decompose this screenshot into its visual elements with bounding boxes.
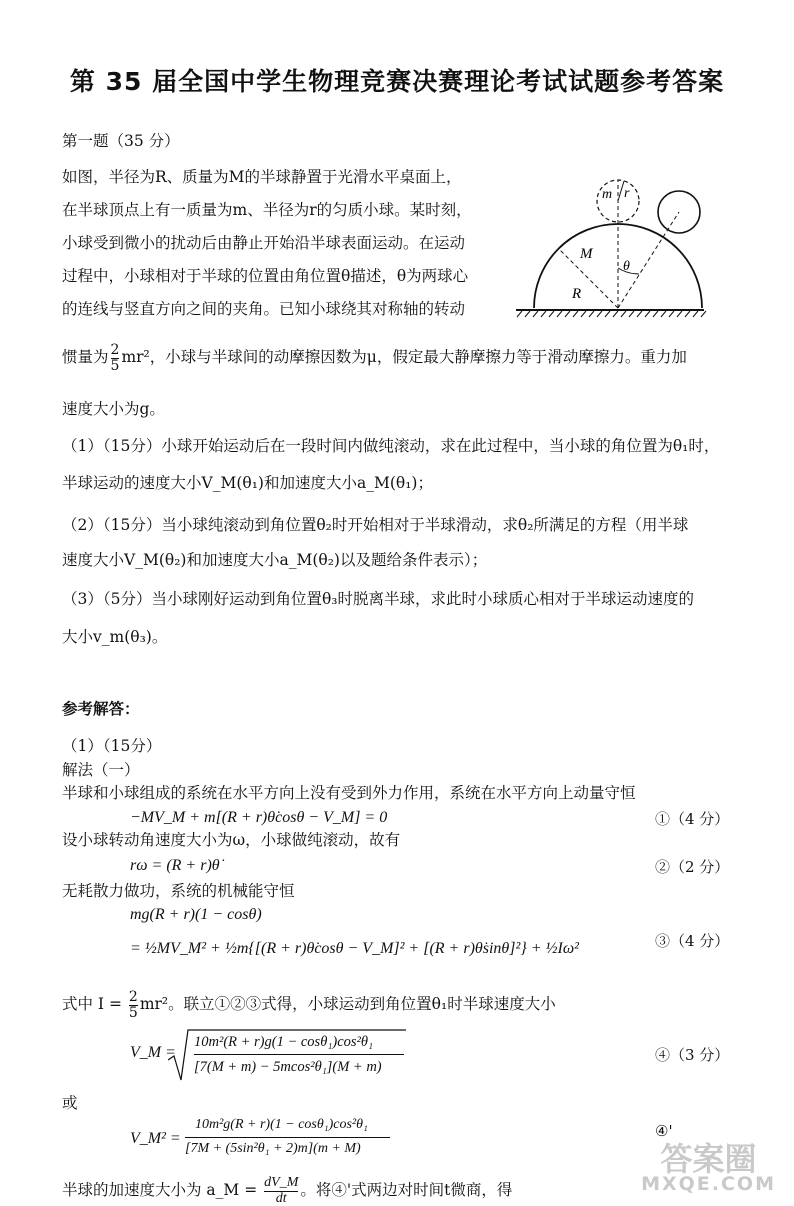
label-r: r [624, 186, 630, 201]
solution-text: 半球和小球组成的系统在水平方向上没有受到外力作用，系统在水平方向上动量守恒 [62, 784, 636, 802]
label-M: M [580, 246, 593, 262]
problem-text-line: 过程中，小球相对于半球的位置由角位置θ描述，θ为两球心 [62, 267, 469, 285]
equation-4-numerator: 10m²(R + r)g(1 − cosθ₁)cos²θ₁ [194, 1034, 374, 1050]
frac-den: 5 [128, 1004, 138, 1021]
solution-method: 解法（一） [62, 761, 140, 779]
page-title: 第 35 届全国中学生物理竞赛决赛理论考试试题参考答案 [69, 67, 725, 96]
score-2: ②（2 分） [655, 858, 730, 876]
equation-4-lhs: V_M = [130, 1044, 176, 1061]
score-1: ①（4 分） [655, 810, 730, 828]
equation-4p-lhs: V_M² = [130, 1130, 181, 1147]
solution-text: 设小球转动角速度大小为ω，小球做纯滚动，故有 [62, 831, 401, 849]
inertia-suffix: mr²，小球与半球间的动摩擦因数为μ，假定最大静摩擦力等于滑动摩擦力。重力加 [121, 348, 687, 367]
equation-1: −MV_M + m[(R + r)θ̇cosθ − V_M] = 0 [130, 809, 388, 826]
equation-2: rω = (R + r)θ̇ [130, 857, 220, 874]
gravity-line: 速度大小为g。 [62, 400, 165, 418]
acceleration-prefix: 半球的加速度大小为 a_M = [62, 1181, 263, 1200]
solution-part-1: （1）（15分） [62, 737, 162, 755]
frac-den: 5 [110, 357, 120, 374]
label-theta: θ [623, 259, 630, 274]
question-3-line: （3）（5分）当小球刚好运动到角位置θ₃时脱离半球，求此时小球质心相对于半球运动速度的 [62, 590, 695, 608]
frac-den: dt [264, 1191, 298, 1206]
watermark-logo [641, 1140, 776, 1195]
fraction-bar [194, 1054, 404, 1055]
derivative-fraction [264, 1176, 298, 1206]
question-3-line: 大小v_m(θ₃)。 [62, 628, 168, 646]
fraction-bar [185, 1137, 390, 1138]
score-3: ③（4 分） [655, 932, 730, 950]
watermark-line-2: MXQE.COM [641, 1173, 776, 1195]
inertia-def-prefix: 式中 I = [62, 995, 127, 1014]
inertia-def-suffix: mr²。联立①②③式得，小球运动到角位置θ₁时半球速度大小 [139, 995, 556, 1014]
question-2-line: （2）（15分）当小球纯滚动到角位置θ₂时开始相对于半球滑动，求θ₂所满足的方程（用半球 [62, 516, 689, 534]
equation-4p-denominator: [7M + (5sin²θ₁ + 2)m](m + M) [185, 1141, 361, 1156]
or-text: 或 [62, 1094, 78, 1112]
fraction-two-fifths [129, 990, 138, 1020]
equation-3a: mg(R + r)(1 − cosθ) [130, 906, 262, 923]
acceleration-suffix: 。将④'式两边对时间t微商，得 [300, 1181, 513, 1200]
solution-text: 无耗散力做功，系统的机械能守恒 [62, 882, 295, 900]
acceleration-line [62, 1176, 512, 1206]
inertia-definition-line [62, 990, 556, 1020]
frac-num: 2 [110, 342, 120, 358]
score-4p: ④' [655, 1122, 673, 1140]
score-4: ④（3 分） [655, 1046, 730, 1064]
problem-text-line: 在半球顶点上有一质量为m、半径为r的匀质小球。某时刻， [62, 201, 472, 219]
label-m: m [602, 187, 613, 202]
watermark-line-1: 答案圈 [660, 1140, 757, 1178]
hemisphere-figure [514, 160, 714, 325]
equation-4p-numerator: 10m²g(R + r)(1 − cosθ₁)cos²θ₁ [195, 1117, 368, 1132]
fraction-two-fifths [111, 343, 120, 373]
frac-num: 2 [128, 989, 138, 1005]
problem-text-line: 如图，半径为R、质量为M的半球静置于光滑水平桌面上， [62, 168, 462, 186]
problem-header: 第一题（35 分） [62, 132, 180, 150]
equation-3b: = ½MV_M² + ½m{[(R + r)θ̇cosθ − V_M]² + [(R + r)θ̇sinθ]²} + ½Iω² [130, 940, 579, 957]
question-1-line: （1）（15分）小球开始运动后在一段时间内做纯滚动，求在此过程中，当小球的角位置为θ₁时， [62, 437, 720, 455]
label-R: R [572, 286, 582, 302]
question-1-line: 半球运动的速度大小V_M(θ₁)和加速度大小a_M(θ₁)； [62, 474, 433, 492]
frac-num: dV_M [264, 1175, 299, 1190]
problem-text-line: 的连线与竖直方向之间的夹角。已知小球绕其对称轴的转动 [62, 300, 466, 318]
solution-header: 参考解答： [62, 699, 140, 718]
problem-text-line: 小球受到微小的扰动后由静止开始沿半球表面运动。在运动 [62, 234, 466, 252]
question-2-line: 速度大小V_M(θ₂)和加速度大小a_M(θ₂)以及题给条件表示）； [62, 551, 488, 569]
inertia-prefix: 惯量为 [62, 348, 109, 367]
equation-4-denominator: [7(M + m) − 5mcos²θ₁](M + m) [194, 1059, 382, 1075]
inertia-line [62, 343, 687, 373]
